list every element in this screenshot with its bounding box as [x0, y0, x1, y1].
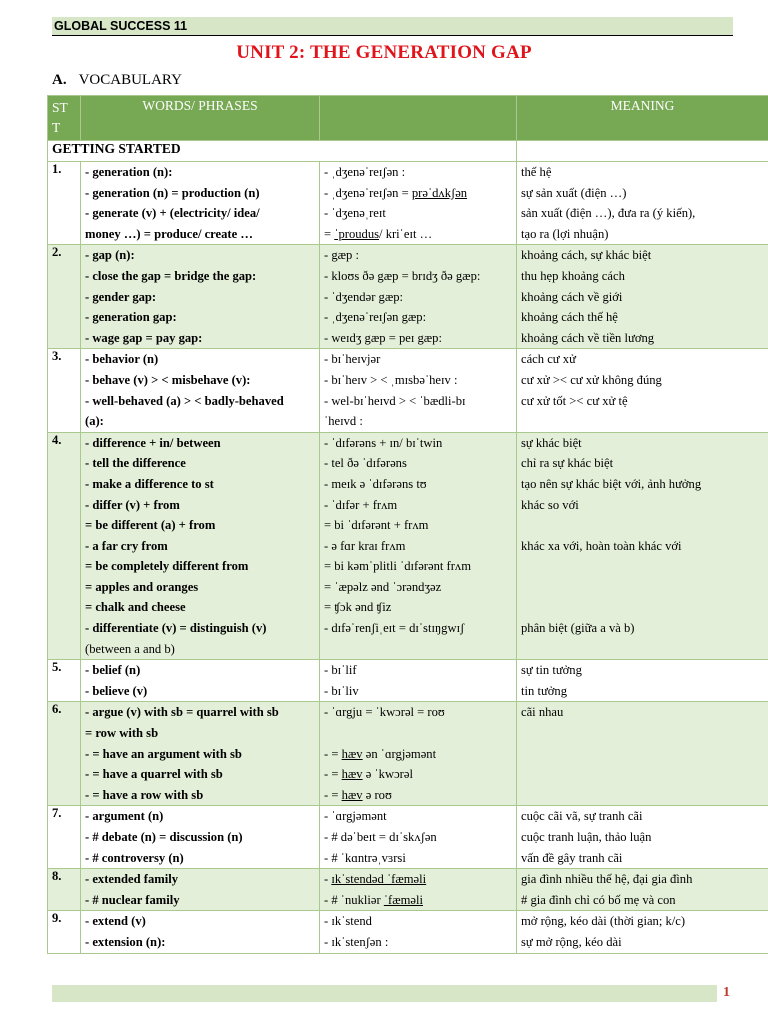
meaning-line: # gia đình chỉ có bố mẹ và con — [521, 892, 676, 907]
cell-words — [81, 702, 320, 806]
words-line: - behave (v) > < misbehave (v): — [85, 372, 251, 387]
meaning-line — [521, 556, 764, 577]
pron-line — [324, 723, 512, 744]
meaning-line: tạo ra (lợi nhuận) — [521, 226, 609, 241]
meaning-line — [521, 577, 764, 598]
meaning-line — [521, 639, 764, 660]
cell-words — [81, 349, 320, 432]
meaning-line: khoảng cách, sự khác biệt — [521, 248, 652, 263]
pron-line: - ˌdʒenəˈreɪʃən : — [324, 165, 406, 179]
words-line: - tell the difference — [85, 456, 186, 471]
words-line: - generation gap: — [85, 310, 177, 325]
words-line: - make a difference to st — [85, 476, 214, 491]
pron-line: - bɪˈheɪv > < ˌmɪsbəˈheɪv : — [324, 372, 458, 387]
table-row — [48, 660, 768, 702]
pron-line: - ə fɑr kraɪ frʌm — [324, 538, 406, 553]
words-line: - behavior (n) — [85, 352, 159, 367]
pron-line: - bɪˈliv — [324, 683, 359, 698]
row-number: 7. — [48, 806, 81, 869]
words-line: = apples and oranges — [85, 579, 199, 594]
table-row — [48, 162, 768, 245]
words-line: - wage gap = pay gap: — [85, 330, 203, 345]
pron-line: - ˈɑrgju = ˈkwɔrəl = roʊ — [324, 705, 445, 720]
meaning-line: tạo nên sự khác biệt với, ảnh hưởng — [521, 476, 702, 491]
meaning-line — [521, 411, 764, 432]
table-row — [48, 911, 768, 953]
words-line: - # controversy (n) — [85, 850, 184, 865]
meaning-line: khoảng cách về giới — [521, 289, 623, 304]
words-line: - generation (n): — [85, 165, 173, 179]
table-row — [48, 806, 768, 869]
meaning-line: khoảng cách thế hệ — [521, 310, 618, 325]
meaning-line: chỉ ra sự khác biệt — [521, 456, 614, 471]
cell-meaning — [517, 162, 768, 245]
words-line: - extend (v) — [85, 914, 146, 929]
pron-line: = bi kəmˈplitli ˈdɪfərənt frʌm — [324, 559, 471, 574]
pron-line: - ˈɑrgjəmənt — [324, 809, 387, 824]
header-band — [52, 17, 733, 36]
pron-line: - # ˈkɑntrəˌvɜrsi — [324, 850, 406, 865]
row-number: 2. — [48, 245, 81, 349]
pron-line: - ˈdɪfərəns + ɪn/ bɪˈtwin — [324, 435, 443, 450]
pron-line: - bɪˈheɪvjər — [324, 352, 381, 367]
words-line: (a): — [85, 414, 104, 429]
words-line: - gap (n): — [85, 248, 135, 263]
cell-words — [81, 245, 320, 349]
meaning-line: khác so với — [521, 497, 579, 512]
pron-line: = ˈæpəlz ənd ˈɔrəndʒəz — [324, 579, 442, 594]
cell-pron — [320, 432, 517, 660]
words-line: - extended family — [85, 872, 179, 887]
series-label: GLOBAL SUCCESS 11 — [54, 19, 188, 33]
pron-line: = bi ˈdɪfərənt + frʌm — [324, 518, 429, 533]
words-line: - argument (n) — [85, 809, 164, 824]
row-number: 5. — [48, 660, 81, 702]
meaning-line — [521, 515, 764, 536]
words-line: - gender gap: — [85, 289, 157, 304]
pron-line: - meɪk ə ˈdɪfərəns tʊ — [324, 476, 427, 491]
cell-meaning — [517, 245, 768, 349]
cell-words — [81, 806, 320, 869]
words-line: (between a and b) — [85, 641, 175, 656]
table-row — [48, 349, 768, 432]
row-number: 9. — [48, 911, 81, 953]
words-line: - generation (n) = production (n) — [85, 185, 260, 200]
meaning-line: khác xa với, hoàn toàn khác với — [521, 538, 682, 553]
cell-pron — [320, 806, 517, 869]
cell-pron — [320, 349, 517, 432]
cell-words — [81, 911, 320, 953]
words-line: - belief (n) — [85, 663, 141, 678]
words-line: = be completely different from — [85, 559, 249, 574]
words-line: - generate (v) + (electricity/ idea/ — [85, 206, 260, 221]
pron-line: = ˈproudus/ kriˈeɪt … — [324, 226, 433, 241]
cell-words — [81, 660, 320, 702]
table-row — [48, 702, 768, 806]
pron-line: - tel ðə ˈdɪfərəns — [324, 456, 407, 471]
meaning-line: gia đình nhiều thế hệ, đại gia đình — [521, 872, 693, 887]
pron-line: - = hæv ən ˈɑrgjəmənt — [324, 746, 437, 761]
words-line: = be different (a) + from — [85, 518, 216, 533]
pron-line: - gæp : — [324, 248, 359, 263]
cell-pron — [320, 162, 517, 245]
words-line: - # debate (n) = discussion (n) — [85, 830, 243, 844]
meaning-line: cuộc tranh luận, thảo luận — [521, 830, 652, 844]
page-number: 1 — [723, 985, 730, 1000]
meaning-line: phân biệt (giữa a và b) — [521, 621, 635, 636]
meaning-line — [521, 744, 764, 765]
words-line: - argue (v) with sb = quarrel with sb — [85, 705, 279, 720]
pron-line: - = hæv ə ˈkwɔrəl — [324, 767, 413, 782]
pron-line: - ɪkˈstenʃən : — [324, 934, 389, 949]
meaning-line: cãi nhau — [521, 705, 564, 720]
pron-line: - ˈdɪfər + frʌm — [324, 497, 398, 512]
meaning-line: cuộc cãi vã, sự tranh cãi — [521, 809, 643, 824]
cell-meaning — [517, 869, 768, 911]
pron-line: - dɪfəˈrenʃiˌeɪt = dɪˈstɪŋgwɪʃ — [324, 621, 465, 636]
section-name: VOCABULARY — [78, 72, 182, 88]
pron-line: = ʧɔk ənd ʧiz — [324, 600, 392, 615]
table-row — [48, 245, 768, 349]
meaning-line: sự mở rộng, kéo dài — [521, 934, 622, 949]
header-stt: ST T — [48, 96, 81, 141]
header-words: WORDS/ PHRASES — [81, 96, 320, 141]
cell-meaning — [517, 349, 768, 432]
cell-meaning — [517, 911, 768, 953]
cell-meaning — [517, 702, 768, 806]
row-number: 3. — [48, 349, 81, 432]
pron-line: - ɪkˈstendəd ˈfæməli — [324, 872, 427, 887]
row-number: 1. — [48, 162, 81, 245]
words-line: = chalk and cheese — [85, 600, 186, 615]
meaning-line — [521, 597, 764, 618]
cell-meaning — [517, 432, 768, 660]
meaning-line — [521, 764, 764, 785]
pron-line: - bɪˈlif — [324, 663, 357, 678]
section-letter: A. — [52, 72, 67, 88]
cell-meaning — [517, 806, 768, 869]
words-line: - well-behaved (a) > < badly-behaved — [85, 393, 284, 408]
pron-line: ˈheɪvd : — [324, 414, 363, 429]
meaning-line: tin tưởng — [521, 683, 568, 698]
words-line: - a far cry from — [85, 538, 168, 553]
meaning-line: sự khác biệt — [521, 435, 582, 450]
cell-pron — [320, 702, 517, 806]
table-row — [48, 432, 768, 660]
words-line: - differ (v) + from — [85, 497, 180, 512]
subsection-title: GETTING STARTED — [48, 141, 517, 162]
meaning-line: thế hệ — [521, 165, 552, 179]
footer-band — [52, 985, 717, 1002]
words-line: - close the gap = bridge the gap: — [85, 268, 257, 283]
words-line: - = have a row with sb — [85, 787, 204, 802]
pron-line: - wel-bɪˈheɪvd > < ˈbædli-bɪ — [324, 393, 466, 408]
pron-line: - ˌdʒenəˈreɪʃən = prəˈdʌkʃən — [324, 185, 468, 200]
meaning-line: sản xuất (điện …), đưa ra (ý kiến), — [521, 206, 696, 221]
pron-line: - ˌdʒenəˈreɪʃən gæp: — [324, 310, 427, 325]
meaning-line: cách cư xử — [521, 352, 576, 367]
pron-line: - = hæv ə roʊ — [324, 787, 392, 802]
cell-pron — [320, 869, 517, 911]
cell-pron — [320, 245, 517, 349]
meaning-line: thu hẹp khoảng cách — [521, 268, 625, 283]
cell-words — [81, 162, 320, 245]
header-meaning: MEANING — [517, 96, 768, 141]
meaning-line: cư xử tốt >< cư xử tệ — [521, 393, 628, 408]
meaning-line: khoảng cách về tiền lương — [521, 330, 655, 345]
meaning-line: cư xử >< cư xử không đúng — [521, 372, 662, 387]
row-number: 8. — [48, 869, 81, 911]
pron-line: - kloʊs ðə gæp = brɪdʒ ðə gæp: — [324, 268, 481, 283]
row-number: 4. — [48, 432, 81, 660]
meaning-line: vấn đề gây tranh cãi — [521, 850, 623, 865]
table-row — [48, 869, 768, 911]
cell-words — [81, 432, 320, 660]
meaning-line: sự tin tưởng — [521, 663, 582, 678]
unit-title: UNIT 2: THE GENERATION GAP — [236, 42, 532, 63]
vocabulary-table — [47, 95, 768, 954]
meaning-line: sự sản xuất (điện …) — [521, 185, 627, 200]
words-line: - difference + in/ between — [85, 435, 221, 450]
cell-pron — [320, 660, 517, 702]
cell-meaning — [517, 660, 768, 702]
row-number: 6. — [48, 702, 81, 806]
words-line: - = have an argument with sb — [85, 746, 242, 761]
meaning-line — [521, 785, 764, 806]
pron-line — [324, 639, 512, 660]
words-line: - = have a quarrel with sb — [85, 767, 223, 782]
pron-line: - ˈdʒenəˌreɪt — [324, 206, 386, 221]
header-pron — [320, 96, 517, 141]
cell-words — [81, 869, 320, 911]
section-heading — [52, 72, 182, 89]
pron-line: - ɪkˈstend — [324, 914, 372, 929]
meaning-line — [521, 723, 764, 744]
words-line: - differentiate (v) = distinguish (v) — [85, 621, 267, 636]
pron-line: - # ˈnukliər ˈfæməli — [324, 892, 423, 907]
words-line: - believe (v) — [85, 683, 148, 698]
meaning-line: mở rộng, kéo dài (thời gian; k/c) — [521, 914, 686, 929]
pron-line: - ˈdʒendər gæp: — [324, 289, 404, 304]
cell-pron — [320, 911, 517, 953]
words-line: = row with sb — [85, 726, 159, 741]
words-line: - # nuclear family — [85, 892, 180, 907]
words-line: money …) = produce/ create … — [85, 226, 253, 241]
words-line: - extension (n): — [85, 934, 166, 949]
pron-line: - weɪdʒ gæp = peɪ gæp: — [324, 330, 442, 345]
pron-line: - # dəˈbeɪt = dɪˈskʌʃən — [324, 830, 437, 844]
